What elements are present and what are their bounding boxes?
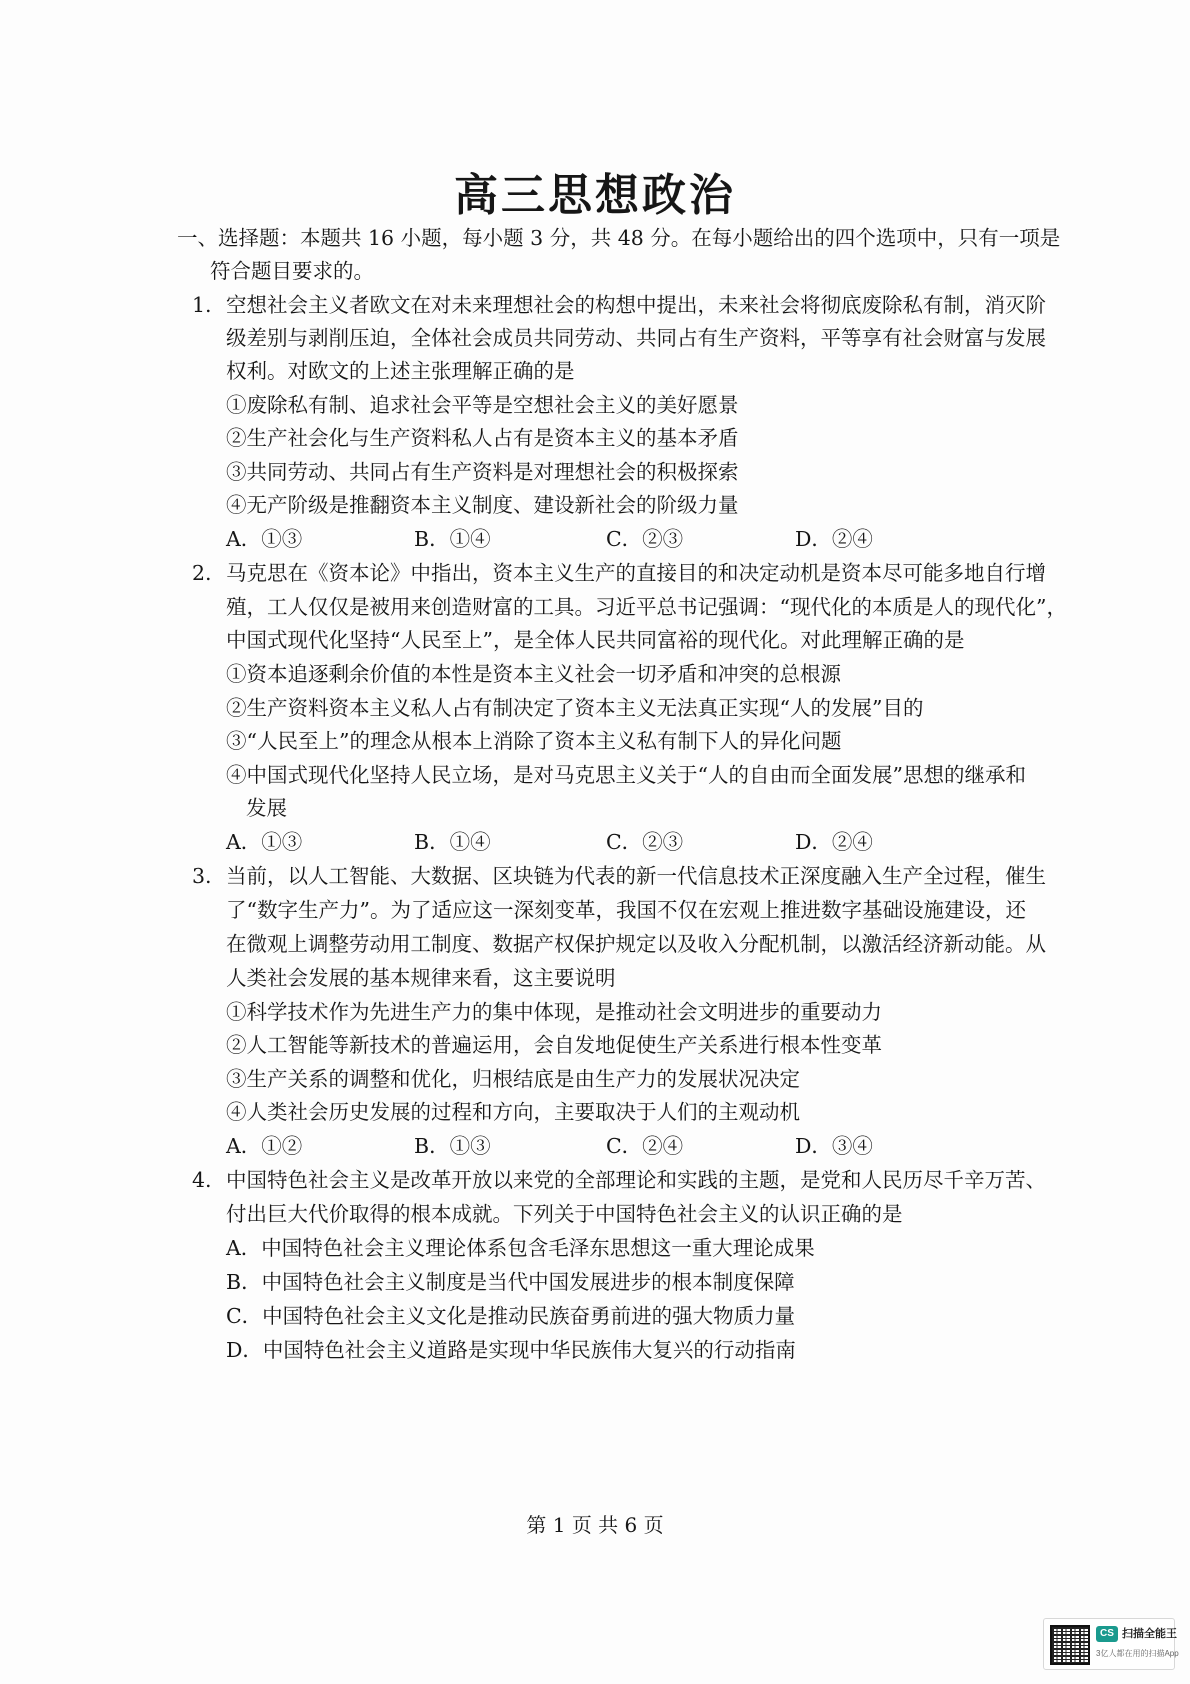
statement-item: ④中国式现代化坚持人民立场，是对马克思主义关于“人的自由而全面发展”思想的继承和 [226, 763, 1026, 787]
section-instruction: 一、选择题：本题共 16 小题，每小题 3 分，共 48 分。在每小题给出的四个选项中，只有一项是 [177, 226, 1061, 250]
question-stem: 马克思在《资本论》中指出，资本主义生产的直接目的和决定动机是资本尽可能多地自行增 [226, 561, 1046, 585]
option-a: A．①③ [226, 830, 303, 854]
option-a: A．①③ [226, 527, 303, 551]
question-number: 4. [192, 1168, 212, 1192]
statement-item: ④人类社会历史发展的过程和方向，主要取决于人们的主观动机 [226, 1100, 800, 1124]
option-d: D．③④ [795, 1134, 873, 1158]
statement-item-cont: 发展 [246, 796, 287, 820]
question-stem: 付出巨大代价取得的根本成就。下列关于中国特色社会主义的认识正确的是 [226, 1202, 903, 1226]
statement-item: ②人工智能等新技术的普遍运用，会自发地促使生产关系进行根本性变革 [226, 1033, 882, 1057]
statement-item: ③“人民至上”的理念从根本上消除了资本主义私有制下人的异化问题 [226, 729, 842, 753]
question-stem: 了“数字生产力”。为了适应这一深刻变革，我国不仅在宏观上推进数字基础设施建设，还 [226, 898, 1026, 922]
question-stem: 殖，工人仅仅是被用来创造财富的工具。习近平总书记强调：“现代化的本质是人的现代化”， [226, 595, 1067, 619]
question-stem: 权利。对欧文的上述主张理解正确的是 [226, 359, 575, 383]
choice-c: C．中国特色社会主义文化是推动民族奋勇前进的强大物质力量 [226, 1304, 796, 1328]
option-a: A．①② [226, 1134, 303, 1158]
cs-logo-icon: CS [1096, 1626, 1118, 1642]
statement-item: ②生产资料资本主义私人占有制决定了资本主义无法真正实现“人的发展”目的 [226, 696, 924, 720]
answer-options [226, 1131, 946, 1161]
statement-item: ④无产阶级是推翻资本主义制度、建设新社会的阶级力量 [226, 493, 739, 517]
choice-a: A．中国特色社会主义理论体系包含毛泽东思想这一重大理论成果 [226, 1236, 815, 1260]
question-stem: 人类社会发展的基本规律来看，这主要说明 [226, 966, 616, 990]
page-title: 高三思想政治 [454, 170, 736, 221]
statement-item: ①废除私有制、追求社会平等是空想社会主义的美好愿景 [226, 393, 739, 417]
choice-d: D．中国特色社会主义道路是实现中华民族伟大复兴的行动指南 [226, 1338, 796, 1362]
statement-item: ③生产关系的调整和优化，归根结底是由生产力的发展状况决定 [226, 1067, 800, 1091]
question-stem: 中国式现代化坚持“人民至上”，是全体人民共同富裕的现代化。对此理解正确的是 [226, 628, 965, 652]
option-b: B．①④ [414, 830, 491, 854]
question-stem: 中国特色社会主义是改革开放以来党的全部理论和实践的主题，是党和人民历尽千辛万苦、 [226, 1168, 1046, 1192]
option-c: C．②③ [606, 527, 684, 551]
option-d: D．②④ [795, 830, 873, 854]
question-stem: 当前，以人工智能、大数据、区块链为代表的新一代信息技术正深度融入生产全过程，催生 [226, 864, 1046, 888]
option-b: B．①④ [414, 527, 491, 551]
answer-options [226, 827, 946, 857]
option-c: C．②④ [606, 1134, 684, 1158]
question-number: 2. [192, 561, 212, 585]
question-stem: 空想社会主义者欧文在对未来理想社会的构想中提出，未来社会将彻底废除私有制，消灭阶 [226, 293, 1046, 317]
statement-item: ①资本追逐剩余价值的本性是资本主义社会一切矛盾和冲突的总根源 [226, 662, 841, 686]
option-d: D．②④ [795, 527, 873, 551]
statement-item: ①科学技术作为先进生产力的集中体现，是推动社会文明进步的重要动力 [226, 1000, 882, 1024]
qr-code-icon [1050, 1625, 1090, 1665]
question-number: 1. [192, 293, 212, 317]
answer-options [226, 524, 946, 554]
statement-item: ②生产社会化与生产资料私人占有是资本主义的基本矛盾 [226, 426, 739, 450]
section-instruction-cont: 符合题目要求的。 [210, 259, 374, 283]
choice-b: B．中国特色社会主义制度是当代中国发展进步的根本制度保障 [226, 1270, 795, 1294]
scanner-watermark [1043, 1618, 1179, 1670]
statement-item: ③共同劳动、共同占有生产资料是对理想社会的积极探索 [226, 460, 739, 484]
question-stem: 级差别与剥削压迫，全体社会成员共同劳动、共同占有生产资料，平等享有社会财富与发展 [226, 326, 1046, 350]
question-stem: 在微观上调整劳动用工制度、数据产权保护规定以及收入分配机制，以激活经济新动能。从 [226, 932, 1046, 956]
option-c: C．②③ [606, 830, 684, 854]
scanner-app-name: 扫描全能王 [1122, 1628, 1177, 1640]
scanner-app-tagline: 3亿人都在用的扫描App [1096, 1649, 1179, 1658]
option-b: B．①③ [414, 1134, 491, 1158]
page-number: 第 1 页 共 6 页 [526, 1513, 664, 1537]
question-number: 3. [192, 864, 212, 888]
